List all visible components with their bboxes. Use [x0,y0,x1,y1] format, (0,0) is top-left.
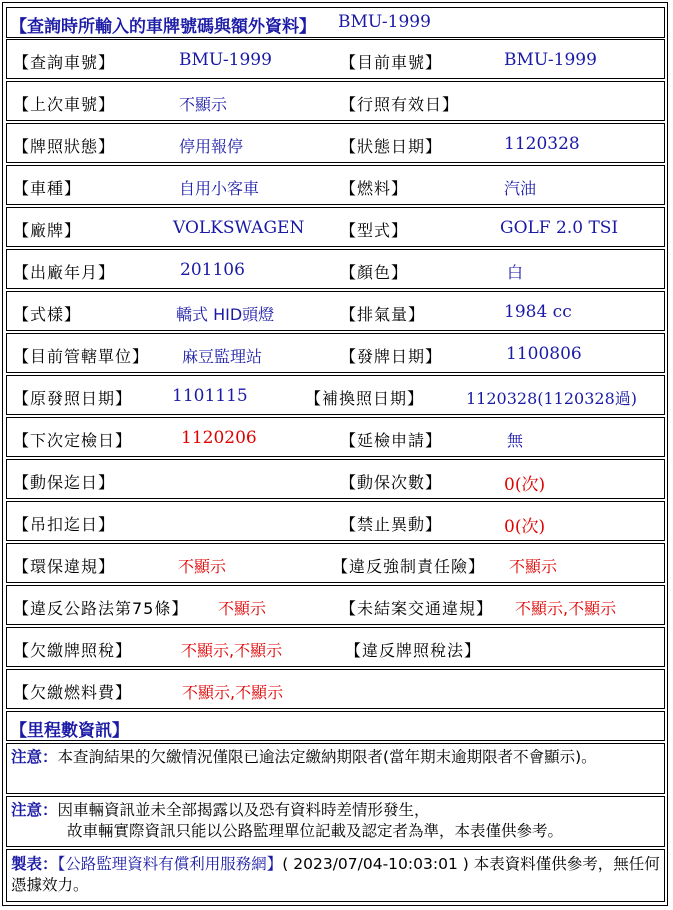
data-row [6,459,665,499]
field-label: 【違反公路法第75條】 [13,599,189,618]
data-row [6,165,665,205]
field-label: 【環保違規】 [13,557,116,576]
field-value: VOLKSWAGEN [173,218,305,238]
note-source [6,849,665,902]
field-label: 【原發照日期】 [13,389,133,408]
field-value: 不顯示,不顯示 [182,683,284,702]
field-label: 【目前管轄單位】 [13,347,150,366]
note-overdue [6,743,665,794]
data-row [6,207,665,247]
query-header-plate: BMU-1999 [338,12,431,32]
field-value: 不顯示 [178,557,227,576]
field-value: 1120328(1120328過) [466,389,638,408]
data-row [6,543,665,583]
data-row [6,333,665,373]
field-label: 【動保次數】 [340,473,443,492]
data-row [6,585,665,625]
field-value: 不顯示 [509,557,558,576]
field-label: 【出廠年月】 [13,263,116,282]
field-label: 【排氣量】 [340,305,426,324]
note-disclaimer [6,796,665,847]
field-label: 【未結案交通違規】 [340,599,494,618]
field-value: 1100806 [506,344,582,364]
data-row [6,39,665,79]
field-label: 【廠牌】 [13,221,82,240]
field-value: 0(次) [504,475,546,495]
data-row [6,291,665,331]
field-value: 自用小客車 [179,179,260,198]
field-value: 不顯示,不顯示 [181,641,283,660]
field-label: 【燃料】 [340,179,409,198]
query-header-title: 【查詢時所輸入的車牌號碼與額外資料】 [10,17,316,37]
field-value: 停用報停 [179,137,244,156]
field-label: 【型式】 [340,221,409,240]
data-row [6,669,665,709]
note-label: 注意： [11,748,58,766]
data-row [6,375,665,415]
field-value: 201106 [180,260,245,280]
field-value: 0(次) [504,517,546,537]
field-value: 不顯示 [218,599,267,618]
field-label: 【發牌日期】 [340,347,443,366]
field-label: 【顏色】 [340,263,409,282]
field-label: 【動保迄日】 [13,473,116,492]
field-label: 【違反強制責任險】 [332,557,486,576]
field-value: 1984 cc [504,302,572,322]
field-label: 【式樣】 [13,305,82,324]
field-value: 麻豆監理站 [182,347,263,366]
mileage-section [6,711,665,741]
note-text: 因車輛資訊並未全部揭露以及恐有資料時差情形發生， [57,801,430,819]
note-label: 注意： [11,801,58,819]
field-label: 【行照有效日】 [340,95,460,114]
field-label: 【下次定檢日】 [13,431,133,450]
data-row [6,417,665,457]
field-label: 【禁止異動】 [340,515,443,534]
field-value: 1101115 [172,386,248,406]
field-value: 白 [507,263,524,282]
field-value: BMU-1999 [504,50,597,70]
field-value: 無 [507,431,524,450]
field-label: 【查詢車號】 [13,53,116,72]
field-value: 1120328 [504,134,580,154]
note-label: 製表： [11,855,58,873]
field-label: 【欠繳牌照稅】 [13,641,133,660]
field-label: 【上次車號】 [13,95,116,114]
field-value: 不顯示,不顯示 [515,599,617,618]
field-value: 轎式 HID頭燈 [176,305,275,324]
data-row [6,627,665,667]
source-link[interactable]: 【公路監理資料有償利用服務網】 [57,855,283,873]
data-row [6,81,665,121]
note-text: ( 2023/07/04-10:03:01 ) 本表資料僅供參考，無任何憑據效力。 [11,855,660,894]
field-label: 【欠繳燃料費】 [13,683,133,702]
field-label: 【補換照日期】 [305,389,425,408]
field-label: 【延檢申請】 [340,431,443,450]
field-value: GOLF 2.0 TSI [500,218,619,238]
field-label: 【狀態日期】 [340,137,443,156]
data-row [6,123,665,163]
data-row [6,249,665,289]
mileage-title: 【里程數資訊】 [10,721,129,741]
field-value: BMU-1999 [179,50,272,70]
field-label: 【吊扣迄日】 [13,515,116,534]
note-text: 故車輛實際資訊只能以公路監理單位記載及認定者為準，本表僅供參考。 [67,822,564,840]
query-header [6,7,665,38]
data-row [6,501,665,541]
note-text: 本查詢結果的欠繳情況僅限已逾法定繳納期限者(當年期末逾期限者不會顯示)。 [57,748,597,766]
field-value: 1120206 [181,428,257,448]
field-value: 汽油 [504,179,537,198]
field-label: 【違反牌照稅法】 [345,641,482,660]
field-label: 【目前車號】 [340,53,443,72]
field-label: 【牌照狀態】 [13,137,116,156]
field-value: 不顯示 [179,95,228,114]
field-label: 【車種】 [13,179,82,198]
